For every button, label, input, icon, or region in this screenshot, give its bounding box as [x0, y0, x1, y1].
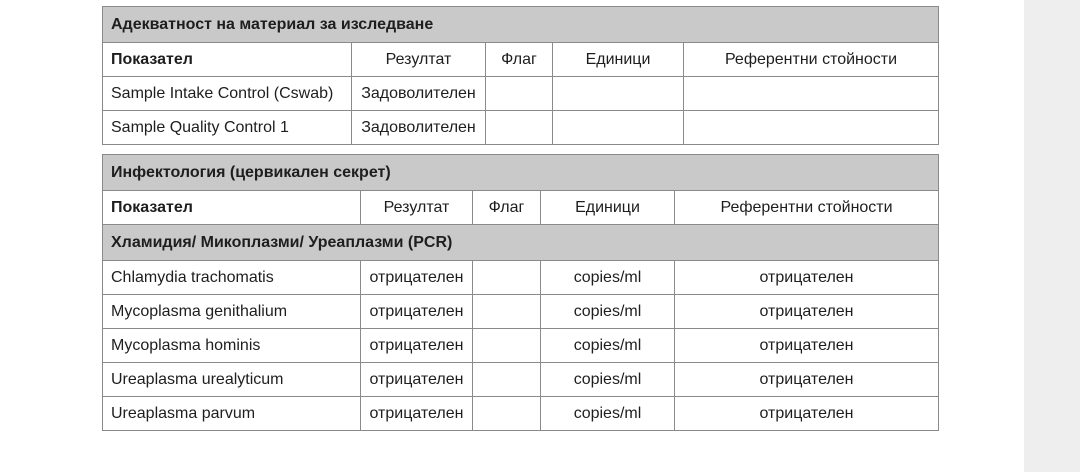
- table-row: [103, 111, 939, 145]
- flag-value: [473, 363, 541, 397]
- header-reference: Референтни стойности: [684, 43, 939, 77]
- section-title: Адекватност на материал за изследване: [103, 7, 939, 43]
- reference-value: отрицателен: [675, 363, 939, 397]
- flag-value: [473, 295, 541, 329]
- flag-value: [473, 397, 541, 431]
- reference-value: отрицателен: [675, 295, 939, 329]
- result-value: Задоволителен: [352, 77, 486, 111]
- column-header-row: [103, 191, 939, 225]
- column-header-row: [103, 43, 939, 77]
- reference-value: отрицателен: [675, 397, 939, 431]
- indicator-name: Sample Intake Control (Cswab): [103, 77, 352, 111]
- table-row: [103, 397, 939, 431]
- indicator-name: Sample Quality Control 1: [103, 111, 352, 145]
- result-value: отрицателен: [361, 295, 473, 329]
- table-row: [103, 77, 939, 111]
- units-value: copies/ml: [541, 261, 675, 295]
- window-background: [1024, 0, 1080, 472]
- result-value: отрицателен: [361, 261, 473, 295]
- table-row: [103, 363, 939, 397]
- result-value: отрицателен: [361, 329, 473, 363]
- reference-value: отрицателен: [675, 261, 939, 295]
- indicator-name: Chlamydia trachomatis: [103, 261, 361, 295]
- reference-value: [684, 111, 939, 145]
- units-value: copies/ml: [541, 295, 675, 329]
- indicator-name: Mycoplasma genithalium: [103, 295, 361, 329]
- flag-value: [486, 77, 553, 111]
- units-value: [553, 111, 684, 145]
- result-value: отрицателен: [361, 363, 473, 397]
- infectology-table: [102, 154, 939, 431]
- section-header-row: [103, 155, 939, 191]
- reference-value: отрицателен: [675, 329, 939, 363]
- subsection-title: Хламидия/ Микоплазми/ Уреаплазми (PCR): [103, 225, 939, 261]
- header-flag: Флаг: [473, 191, 541, 225]
- header-indicator: Показател: [103, 43, 352, 77]
- reference-value: [684, 77, 939, 111]
- header-reference: Референтни стойности: [675, 191, 939, 225]
- table-row: [103, 295, 939, 329]
- table-row: [103, 329, 939, 363]
- indicator-name: Ureaplasma urealyticum: [103, 363, 361, 397]
- flag-value: [486, 111, 553, 145]
- header-units: Единици: [553, 43, 684, 77]
- section-title: Инфектология (цервикален секрет): [103, 155, 939, 191]
- units-value: [553, 77, 684, 111]
- sample-adequacy-table: [102, 6, 939, 145]
- subsection-header-row: [103, 225, 939, 261]
- units-value: copies/ml: [541, 329, 675, 363]
- header-units: Единици: [541, 191, 675, 225]
- header-flag: Флаг: [486, 43, 553, 77]
- units-value: copies/ml: [541, 363, 675, 397]
- units-value: copies/ml: [541, 397, 675, 431]
- header-result: Резултат: [361, 191, 473, 225]
- header-result: Резултат: [352, 43, 486, 77]
- flag-value: [473, 329, 541, 363]
- table-row: [103, 261, 939, 295]
- header-indicator: Показател: [103, 191, 361, 225]
- result-value: Задоволителен: [352, 111, 486, 145]
- indicator-name: Mycoplasma hominis: [103, 329, 361, 363]
- section-header-row: [103, 7, 939, 43]
- result-value: отрицателен: [361, 397, 473, 431]
- flag-value: [473, 261, 541, 295]
- indicator-name: Ureaplasma parvum: [103, 397, 361, 431]
